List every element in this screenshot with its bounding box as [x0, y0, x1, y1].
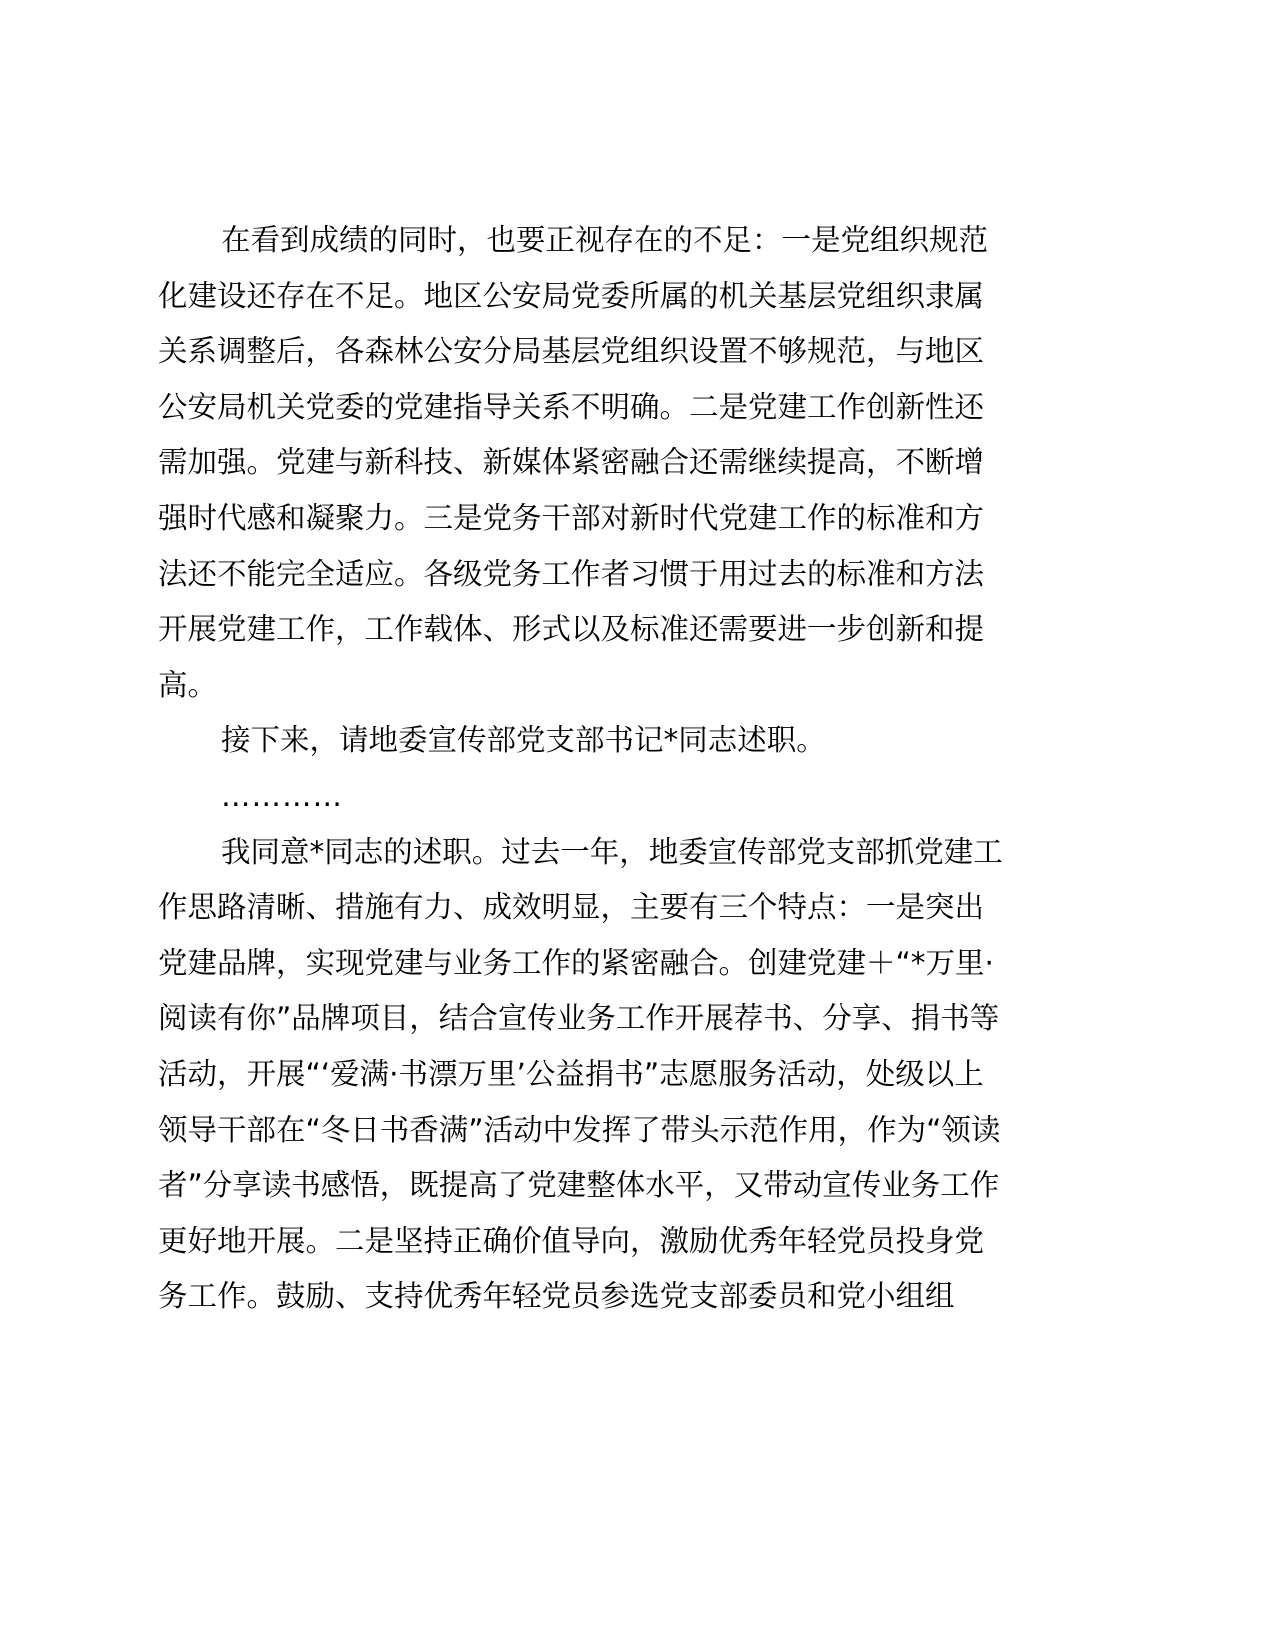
ellipsis-line: …………	[221, 778, 343, 813]
document-body	[158, 213, 1063, 1325]
paragraph-1-line-8: 开展党建工作，工作载体、形式以及标准还需要进一步创新和提	[158, 612, 985, 647]
paragraph-1-line-6: 强时代感和凝聚力。三是党务干部对新时代党建工作的标准和方	[158, 500, 985, 535]
paragraph-1-line-5: 需加强。党建与新科技、新媒体紧密融合还需继续提高，不断增	[158, 445, 985, 480]
paragraph-3-line-7: 者”分享读书感悟，既提高了党建整体水平，又带动宣传业务工作	[158, 1168, 1000, 1203]
paragraph-3-line-6: 领导干部在“冬日书香满”活动中发挥了带头示范作用，作为“领读	[158, 1112, 1001, 1147]
paragraph-1-line-4: 公安局机关党委的党建指导关系不明确。二是党建工作创新性还	[158, 389, 985, 424]
paragraph-1-line-9: 高。	[158, 667, 218, 702]
paragraph-3-line-1: 我同意*同志的述职。过去一年，地委宣传部党支部抓党建工	[221, 834, 1003, 869]
paragraph-1-line-2: 化建设还存在不足。地区公安局党委所属的机关基层党组织隶属	[158, 278, 985, 313]
paragraph-3-line-3: 党建品牌，实现党建与业务工作的紧密融合。创建党建＋“*万里·	[158, 945, 994, 980]
paragraph-3-line-5: 活动，开展“‘爱满·书漂万里’公益捐书”志愿服务活动，处级以上	[158, 1056, 984, 1091]
paragraph-2-line-1: 接下来，请地委宣传部党支部书记*同志述职。	[221, 723, 826, 758]
paragraph-3-line-9: 务工作。鼓励、支持优秀年轻党员参选党支部委员和党小组组	[158, 1279, 955, 1314]
paragraph-1-line-7: 法还不能完全适应。各级党务工作者习惯于用过去的标准和方法	[158, 556, 985, 591]
paragraph-3-line-8: 更好地开展。二是坚持正确价值导向，激励优秀年轻党员投身党	[158, 1223, 985, 1258]
paragraph-1-line-1: 在看到成绩的同时，也要正视存在的不足：一是党组织规范	[221, 223, 989, 257]
paragraph-1-line-3: 关系调整后，各森林公安分局基层党组织设置不够规范，与地区	[158, 334, 985, 369]
paragraph-3-line-2: 作思路清晰、措施有力、成效明显，主要有三个特点：一是突出	[158, 890, 985, 925]
paragraph-3-line-4: 阅读有你”品牌项目，结合宣传业务工作开展荐书、分享、捐书等	[158, 1001, 1000, 1036]
